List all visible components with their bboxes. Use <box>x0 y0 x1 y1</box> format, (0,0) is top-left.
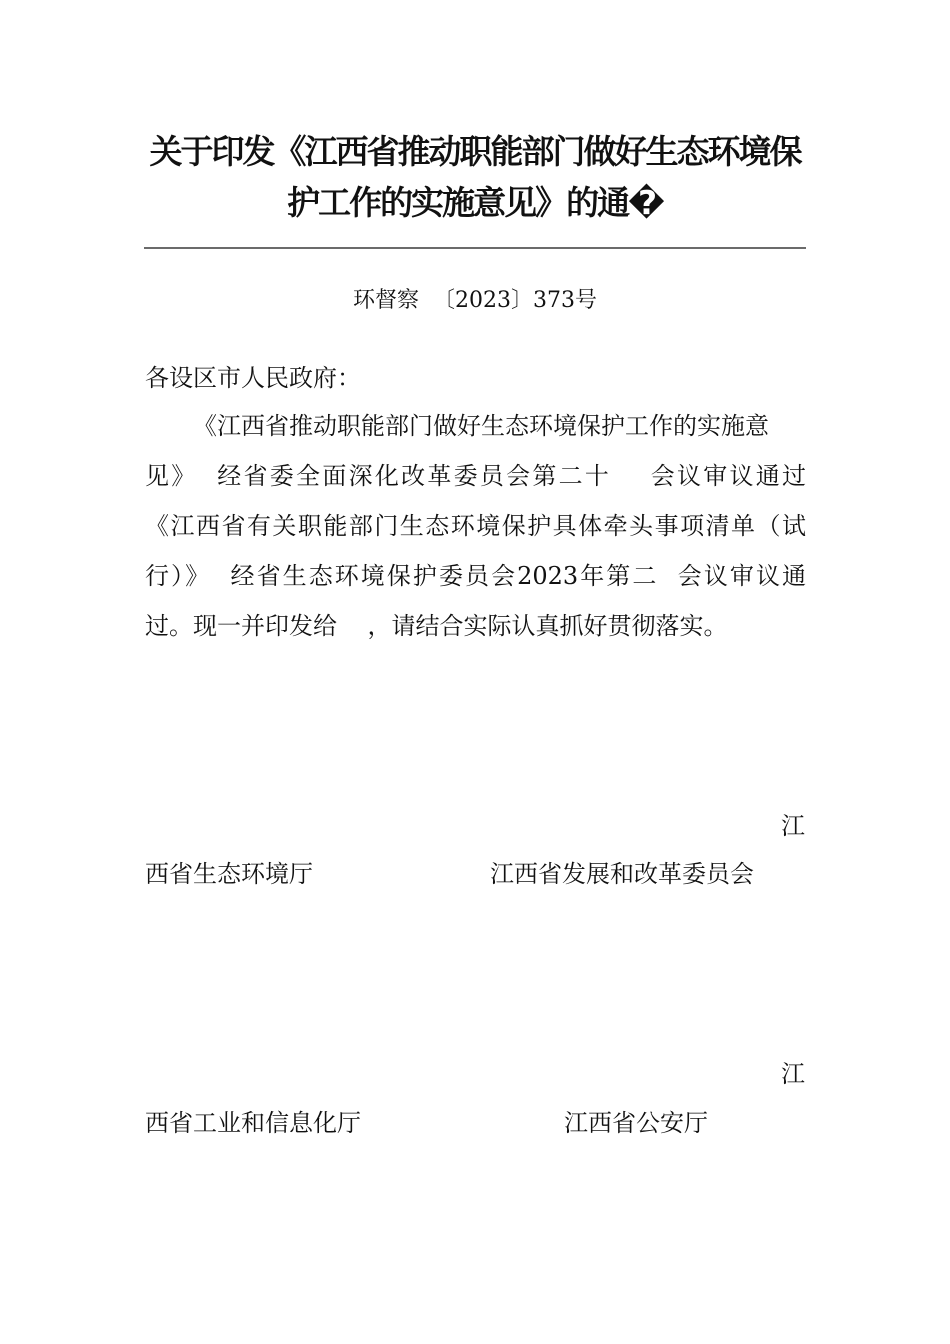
signature-2-leading-char: 江 <box>781 1060 805 1088</box>
body-line-4: 行）》 经省生态环境保护委员会2023年第二 会议审议通 <box>145 562 806 590</box>
title-line-2: 护工作的实施意见》的通� <box>287 183 663 222</box>
salutation: 各设区市人民政府： <box>145 364 361 392</box>
signature-1-leading-char: 江 <box>781 812 805 840</box>
signature-left-2: 西省工业和信息化厅 <box>145 1109 361 1137</box>
body-line-1: 《江西省推动职能部门做好生态环境保护工作的实施意 <box>193 412 769 440</box>
body-line-5: 过。现一并印发给 ，请结合实际认真抓好贯彻落实。 <box>145 612 728 640</box>
signature-right-2: 江西省公安厅 <box>564 1109 708 1137</box>
body-line-2: 见》 经省委全面深化改革委员会第二十 会议审议通过 <box>145 462 806 490</box>
signature-left-1: 西省生态环境厅 <box>145 860 313 888</box>
document-number: 环督察 〔2023〕373号 <box>353 288 597 313</box>
title-divider <box>144 247 806 249</box>
title-line-1: 关于印发《江西省推动职能部门做好生态环境保 <box>149 132 801 171</box>
body-line-3: 《江西省有关职能部门生态环境保护具体牵头事项清单（试 <box>145 512 806 540</box>
signature-right-1: 江西省发展和改革委员会 <box>490 860 754 888</box>
